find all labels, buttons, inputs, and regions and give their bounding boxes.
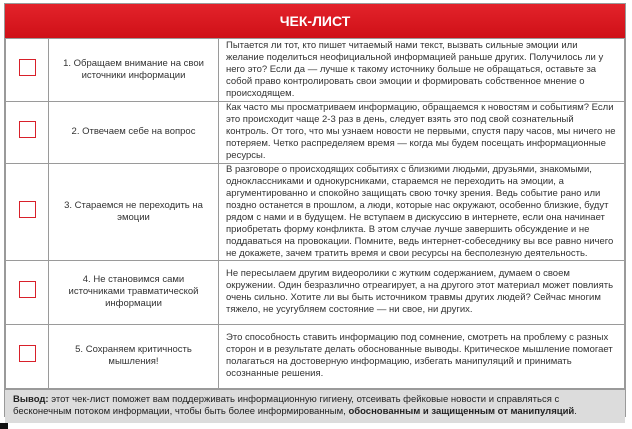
- conclusion: [5, 389, 625, 423]
- checklist-row: [6, 39, 625, 101]
- checklist-sheet: [4, 3, 626, 417]
- checklist-row: [6, 101, 625, 163]
- row-description: Пытается ли тот, кто пишет читаемый нами текст, вызвать сильные эмоции или желание поделиться неофициальной информацией раньше других. Получилось ли у него это? Если да — лучше к такому источнику больше не обращаться, оставьте за собой право контролировать свои эмоции и формировать собственное мнение о происходящем.: [219, 39, 625, 101]
- row-description: Это способность ставить информацию под сомнение, смотреть на проблему с разных сторон и в результате делать обоснованные выводы. Критическое мышление помогает полагаться на достоверную информацию, избегать манипуляций и принимать осознанные решения.: [219, 324, 625, 388]
- conclusion-end: .: [574, 406, 577, 417]
- checkbox-3[interactable]: [19, 201, 36, 218]
- conclusion-text: этот чек-лист поможет вам поддерживать информационную гигиену, отсеивать фейковые новости и справляться с бесконечным потоком информации, чтобы быть более информированным,: [13, 393, 560, 417]
- checklist-title: ЧЕК-ЛИСТ: [5, 4, 625, 39]
- corner-mark: [0, 423, 8, 429]
- checkbox-2[interactable]: [19, 121, 36, 138]
- checklist-table: [5, 39, 625, 389]
- checkbox-4[interactable]: [19, 281, 36, 298]
- row-topic: 1. Обращаем внимание на свои источники информации: [49, 39, 219, 101]
- row-description: Не пересылаем другим видеоролики с жутким содержанием, думаем о своем окружении. Один безразлично отреагирует, а на другого этот материал может повлиять очень сильно. Хотите ли вы быть источником травмы других людей? Сейчас многим тяжело, не усугубляем состояние — ни свое, ни других.: [219, 260, 625, 324]
- row-topic: 3. Стараемся не переходить на эмоции: [49, 163, 219, 260]
- row-topic: 2. Отвечаем себе на вопрос: [49, 101, 219, 163]
- row-topic: 5. Сохраняем критичность мышления!: [49, 324, 219, 388]
- checklist-row: [6, 260, 625, 324]
- row-topic: 4. Не становимся сами источниками травматической информации: [49, 260, 219, 324]
- row-description: Как часто мы просматриваем информацию, обращаемся к новостям и событиям? Если это происходит чаще 2-3 раз в день, следует взять это под свой сознательный контроль. От того, что мы узнаем новости не первыми, спустя пару часов, мы ничего не потеряем. Четко распределяем время — когда мы будем посещать информационные ресурсы.: [219, 101, 625, 163]
- conclusion-emphasis: обоснованным и защищенным от манипуляций: [348, 406, 575, 417]
- checklist-row: [6, 163, 625, 260]
- checkbox-1[interactable]: [19, 59, 36, 76]
- checkbox-5[interactable]: [19, 345, 36, 362]
- checklist-row: [6, 324, 625, 388]
- row-description: В разговоре о происходящих событиях с близкими людьми, друзьями, знакомыми, одноклассниками и однокурсниками, стараемся не переходить на эмоции, а аргументированно и спокойно защищать свою точку зрения. Ведь событие рано или поздно останется в прошлом, а люди, которые нас окружают, особенно близкие, будут рядом с нами и в будущем. Не вступаем в дискуссию в интернете, если она начинает приобретать форму конфликта. В этом случае лучше завершить обсуждение и не поддаваться на провокации. Помните, ведь интернет-собеседнику вы все равно ничего не докажете, зачем тратить время и свои ресурсы на бесполезную деятельность.: [219, 163, 625, 260]
- conclusion-lead: Вывод:: [13, 393, 49, 405]
